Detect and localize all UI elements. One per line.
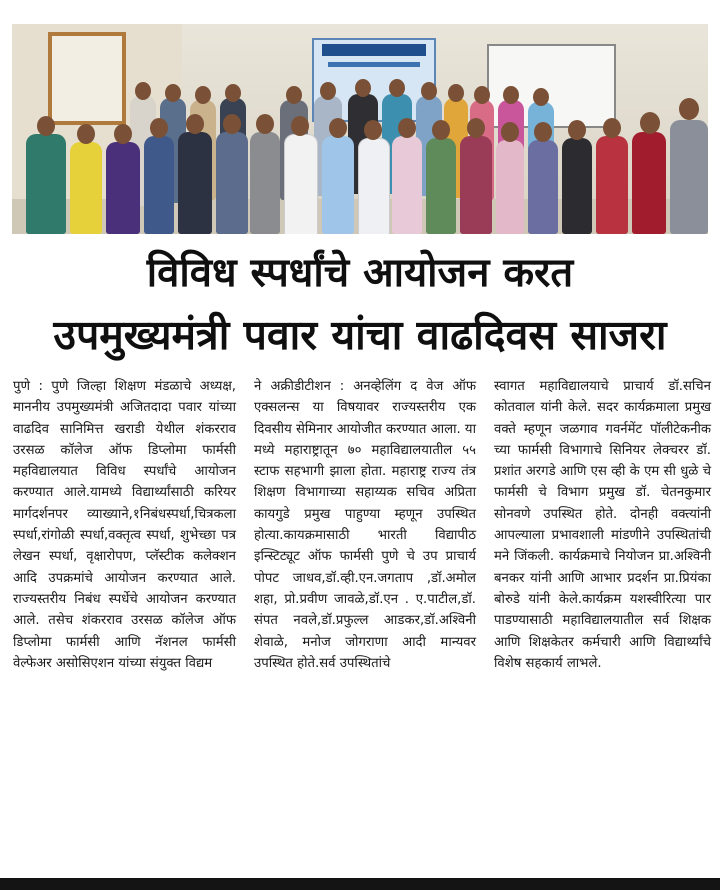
person-head (186, 114, 204, 134)
column-text: पुणे : पुणे जिल्हा शिक्षण मंडळाचे अध्यक्ष, माननीय उपमुख्यमंत्री अजितदादा पवार यांच्या वाढदिव सानिमित्त खराडी येथील शंकरराव उरसळ कॉलेज ऑफ डिप्लोमा फार्मसी महविद्यालयात विविध स्पर्धांचे आयोजन करण्यात आले.यामध्ये विद्यार्थ्यांसाठी करियर मार्गदर्शनपर व्याख्याने,१निबंधस्पर्धा,चित्रकला स्पर्धा,रांगोळी स्पर्धा,वक्तृत्व स्पर्धा, शुभेच्छा पत्र लेखन स्पर्धा, वृक्षारोपण, प्लॅस्टीक कलेक्शन आदि उपक्रमांचे आयोजन करण्यात आले. राज्यस्तरीय निबंध स्पर्धेचे आयोजन करण्यात आले. तसेच शंकरराव उरसळ कॉलेज ऑफ डिप्लोमा फार्मसी आणि नॅशनल फार्मसी वेल्फेअर असोसिएशन यांच्या संयुक्त विद्यम (13, 379, 236, 671)
person (596, 136, 628, 234)
person (26, 134, 66, 234)
person-head (225, 84, 241, 102)
headline-line-2: उपमुख्यमंत्री पवार यांचा वाढदिवस साजरा (53, 311, 667, 359)
person-head (533, 88, 549, 106)
person (528, 140, 558, 234)
person (216, 132, 248, 234)
column-text: स्वागत महाविद्यालयाचे प्राचार्य डॉ.सचिन कोतवाल यांनी केले. सदर कार्यक्रमाला प्रमुख वक्ते म्हणून जळगाव गवर्नमेंट पॉलीटेकनीक च्या फार्मसी विभागाचे सिनियर लेक्चरर डॉ. प्रशांत अरगडे आणि एस व्ही के एम सी धुळे चे फार्मसी चे विभाग प्रमुख डॉ. चेतनकुमार सोनवणे उपस्थित होते. दोनही वक्त्यांनी आपल्याला प्रभावशाली मांडणीने उपस्थितांची मने जिंकली. कार्यक्रमाचे नियोजन प्रा.अश्विनी बनकर यांनी आणि आभार प्रदर्शन प्रा.प्रियंका बोरुडे यांनी केले.कार्यक्रम यशस्वीरित्या पार पाडण्यासाठी महाविद्यालयातील सर्व शिक्षक आणि शिक्षकेतर कर्मचारी आणि विद्यार्थ्यांचे विशेष सहकार्य लाभले. (494, 379, 711, 671)
person-head (501, 122, 519, 142)
person-head (223, 114, 241, 134)
person-head (114, 124, 132, 144)
person (392, 136, 422, 234)
person-head (603, 118, 621, 138)
person (178, 132, 212, 234)
person (460, 136, 492, 234)
person-head (467, 118, 485, 138)
person-head (320, 82, 336, 100)
window (48, 32, 126, 125)
person (70, 142, 102, 234)
person-head (286, 86, 302, 104)
person-head (77, 124, 95, 144)
article-column-2 (254, 376, 476, 674)
person-head (165, 84, 181, 102)
person-head (150, 118, 168, 138)
group-photo (12, 24, 708, 234)
bottom-rule (0, 878, 720, 890)
column-text: ने अक्रीडीटीशन : अनव्हेलिंग द वेज ऑफ एक्सलन्स या विषयावर राज्यस्तरीय एक दिवसीय सेमिनार आयोजीत करण्यात आला. या मध्ये महाराष्ट्रातून ७० महाविद्यालयातील ५५ स्टाफ सहभागी झाला होता. महाराष्ट्र राज्य तंत्र शिक्षण विभागाच्या सहाय्यक सचिव अप्रिता कायगुडे प्रमुख पाहुण्या म्हणून उपस्थित होत्या.कायक्रमासाठी भारती विद्यापीठ इन्स्टिट्यूट ऑफ फार्मसी पुणे चे उप प्राचार्य पोपट जाधव,डॉ.व्ही.एन.जगताप ,डॉ.अमोल शहा, प्रो.प्रवीण जावळे,डॉ.एन . ए.पाटील,डॉ. संपत नवले,डॉ.प्रफुल्ल आडकर,डॉ.अश्विनी शेवाळे, मनोज जोगराणा आदी मान्यवर उपस्थित होते.सर्व उपस्थितांचे (254, 379, 476, 671)
person (144, 136, 174, 234)
article-column-3 (494, 376, 711, 674)
headline-line-1: विविध स्पर्धांचे आयोजन करत (146, 250, 574, 296)
person (322, 136, 354, 234)
person (106, 142, 140, 234)
person-head (421, 82, 437, 100)
person-head (256, 114, 274, 134)
person-head (448, 84, 464, 102)
person-head (503, 86, 519, 104)
person-head (679, 98, 699, 120)
banner-title-strip (322, 44, 426, 56)
person-head (329, 118, 347, 138)
person-head (355, 79, 371, 97)
person (632, 132, 666, 234)
person-head (389, 79, 405, 97)
person-head (534, 122, 552, 142)
person-head (398, 118, 416, 138)
person-head (291, 116, 309, 136)
person-head (474, 86, 490, 104)
person (670, 120, 708, 234)
person-head (37, 116, 55, 136)
person (562, 138, 592, 234)
person (496, 140, 524, 234)
article-column-1 (13, 376, 236, 674)
person-head (432, 120, 450, 140)
person (250, 132, 280, 234)
person-head (640, 112, 660, 134)
person-head (568, 120, 586, 140)
person-head (195, 86, 211, 104)
person (358, 138, 390, 234)
person-head (364, 120, 382, 140)
person-head (135, 82, 151, 100)
person (284, 134, 318, 234)
person (426, 138, 456, 234)
banner-line (328, 62, 420, 67)
